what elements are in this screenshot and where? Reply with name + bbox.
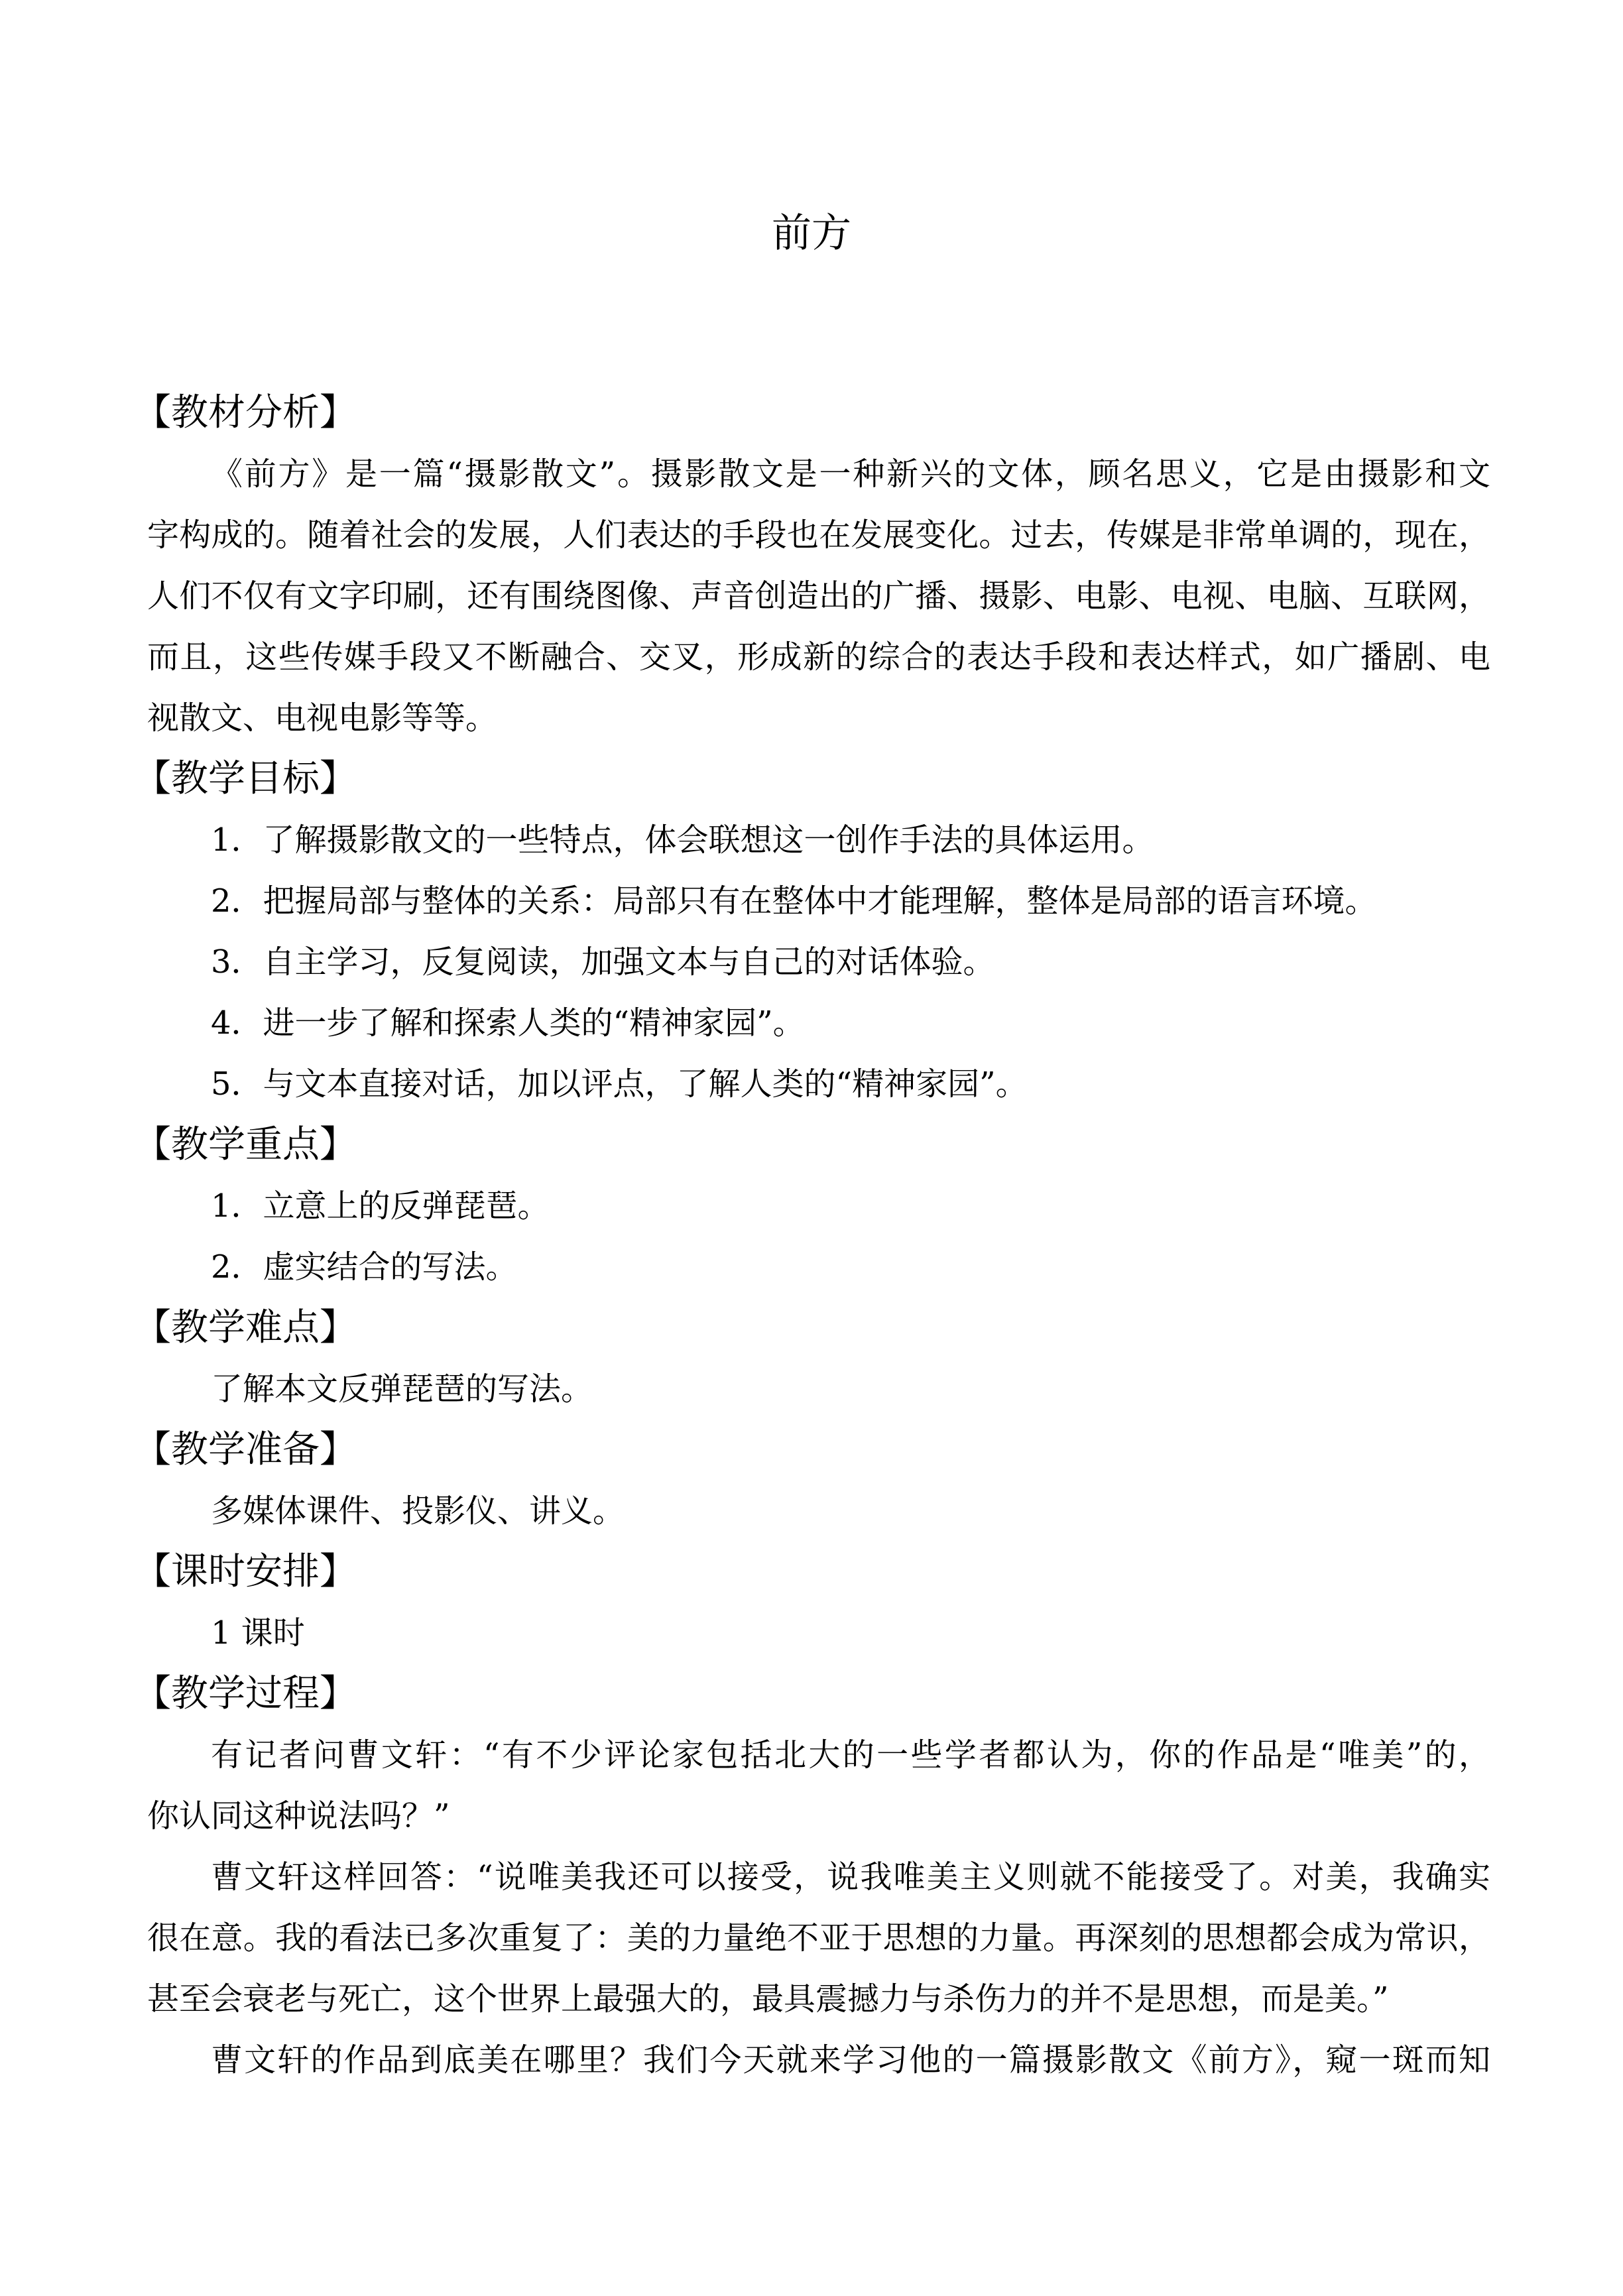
- list-item: 1．立意上的反弹琵琶。: [211, 1187, 550, 1225]
- section-heading: 【教学准备】: [134, 1428, 357, 1471]
- paragraph-line: 你认同这种说法吗？”: [147, 1797, 450, 1835]
- paragraph-line: 字构成的。随着社会的发展，人们表达的手段也在发展变化。过去，传媒是非常单调的，现在，: [147, 516, 1490, 554]
- page-title: 前方: [772, 210, 851, 257]
- paragraph-line: 人们不仅有文字印刷，还有围绕图像、声音创造出的广播、摄影、电影、电视、电脑、互联网，: [147, 577, 1490, 615]
- paragraph-line: 多媒体课件、投影仪、讲义。: [211, 1492, 625, 1530]
- section-difficulties: [134, 1298, 1490, 1420]
- section-heading: 【课时安排】: [134, 1550, 357, 1593]
- paragraph-line: 曹文轩这样回答：“说唯美我还可以接受，说我唯美主义则就不能接受了。对美，我确实: [211, 1858, 1490, 1896]
- list-item: 2．虚实结合的写法。: [211, 1248, 518, 1286]
- section-schedule: [134, 1541, 1490, 1663]
- list-item: 1．了解摄影散文的一些特点，体会联想这一创作手法的具体运用。: [211, 821, 1154, 859]
- paragraph: [147, 1724, 1490, 1846]
- section-material-analysis: [134, 383, 1490, 749]
- paragraph-line: 很在意。我的看法已多次重复了：美的力量绝不亚于思想的力量。再深刻的思想都会成为常识，: [147, 1919, 1490, 1957]
- list-item: 5．与文本直接对话，加以评点，了解人类的“精神家园”。: [211, 1065, 1028, 1103]
- paragraph-line: 视散文、电视电影等等。: [147, 699, 498, 737]
- paragraph-line: 1 课时: [211, 1614, 305, 1652]
- paragraph-line: 而且，这些传媒手段又不断融合、交叉，形成新的综合的表达手段和表达样式，如广播剧、电: [147, 638, 1490, 676]
- section-heading: 【教学过程】: [134, 1672, 357, 1715]
- paragraph-line: 了解本文反弹琵琶的写法。: [211, 1370, 593, 1408]
- section-preparation: [134, 1420, 1490, 1541]
- paragraph-line: 甚至会衰老与死亡，这个世界上最强大的，最具震撼力与杀伤力的并不是思想，而是美。”: [147, 1980, 1389, 2018]
- list-item: 2．把握局部与整体的关系：局部只有在整体中才能理解，整体是局部的语言环境。: [211, 882, 1377, 920]
- list-item: 4．进一步了解和探索人类的“精神家园”。: [211, 1004, 805, 1042]
- section-heading: 【教材分析】: [134, 391, 357, 434]
- paragraph-line: 《前方》是一篇“摄影散文”。摄影散文是一种新兴的文体，顾名思义，它是由摄影和文: [211, 455, 1490, 493]
- paragraph: [147, 2029, 1490, 2090]
- section-heading: 【教学重点】: [134, 1123, 357, 1166]
- paragraph-line: 有记者问曹文轩：“有不少评论家包括北大的一些学者都认为，你的作品是“唯美”的，: [211, 1736, 1490, 1774]
- section-teaching-objectives: [134, 749, 1490, 1115]
- section-key-points: [134, 1115, 1490, 1298]
- section-heading: 【教学难点】: [134, 1306, 357, 1349]
- list-item: 3．自主学习，反复阅读，加强文本与自己的对话体验。: [211, 943, 995, 981]
- section-heading: 【教学目标】: [134, 757, 357, 800]
- paragraph: [147, 444, 1490, 749]
- paragraph-line: 曹文轩的作品到底美在哪里？我们今天就来学习他的一篇摄影散文《前方》，窥一斑而知: [211, 2041, 1490, 2079]
- document-body: [134, 383, 1490, 2090]
- paragraph: [147, 1846, 1490, 2029]
- section-teaching-process: [134, 1663, 1490, 2090]
